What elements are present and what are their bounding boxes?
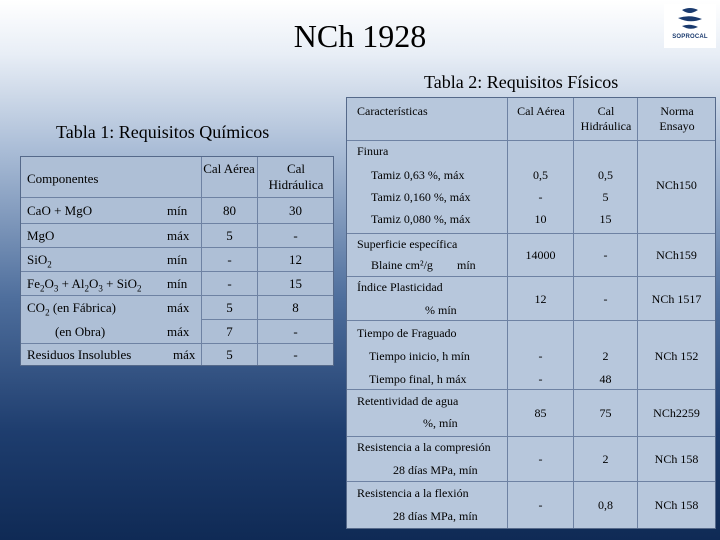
flexion-norma: NCh 158 [654,498,699,512]
hidraulica-cao-mgo: 30 [289,203,302,218]
fraguado-final-aerea: - [538,372,543,386]
limit-mgo: máx [167,228,190,243]
hidraulica-co2-obra: - [293,324,298,339]
fraguado-inicio-norma: NCh 152 [654,349,699,363]
compresion-limit: 28 días MPa, mín [393,463,478,477]
superficie-hidraulica: - [603,248,608,262]
limit-sio2: mín [167,252,188,267]
component-residuos-insolubles: Residuos Insolubles [27,347,132,362]
finura-tamiz-0160-label: Tamiz 0,160 %, máx [371,190,471,204]
header-caracteristicas: Características [357,104,428,118]
finura-tamiz-0080-hidraulica: 15 [599,212,612,226]
plasticidad-aerea: 12 [534,292,547,306]
superficie-norma: NCh159 [656,248,697,262]
fraguado-inicio-label: Tiempo inicio, h mín [369,349,470,363]
table2-title: Tabla 2: Requisitos Físicos [424,72,619,92]
finura-norma: NCh150 [656,178,697,192]
finura-tamiz-0160-aerea: - [538,190,543,204]
finura-tamiz-0160-hidraulica: 5 [602,190,609,204]
aerea-mgo: 5 [226,228,233,243]
header-norma-ensayo: Norma Ensayo [659,104,695,133]
aerea-fe2o3: - [227,276,232,291]
limit-residuos: máx [173,347,196,362]
aerea-residuos: 5 [226,347,233,362]
limit-cao-mgo: mín [167,203,188,218]
compresion-hidraulica: 2 [602,452,609,466]
logo-text: SOPROCAL [672,34,708,40]
component-sio2: SiO$_2$ [27,252,52,270]
plasticidad-hidraulica: - [603,292,608,306]
limit-fe2o3: mín [167,276,188,291]
limit-co2-fabrica: máx [167,300,190,315]
logo-mark-icon [673,6,707,34]
header-cal-hidraulica: Cal Hidráulica [580,104,632,133]
compresion-label: Resistencia a la compresión [357,440,491,454]
flexion-aerea: - [538,498,543,512]
retentividad-label: Retentividad de agua [357,394,459,408]
header-cal-hidraulica: Cal Hidráulica [268,161,324,192]
hidraulica-residuos: - [293,347,298,362]
plasticidad-norma: NCh 1517 [651,292,702,306]
finura-tamiz-0080-aerea: 10 [534,212,547,226]
hidraulica-co2-fabrica: 8 [292,300,299,315]
compresion-aerea: - [538,452,543,466]
finura-tamiz-063-hidraulica: 0,5 [598,168,613,182]
superficie-blaine-label: Blaine cm²/g [371,258,433,272]
fraguado-inicio-hidraulica: 2 [602,349,609,363]
retentividad-hidraulica: 75 [599,406,612,420]
component-co2-fabrica: $CO_2$ (en Fábrica) [27,300,116,318]
aerea-cao-mgo: 80 [223,203,236,218]
fraguado-inicio-aerea: - [538,349,543,363]
component-co2-obra: (en Obra) [55,324,106,339]
component-mgo: MgO [27,228,55,243]
flexion-limit: 28 días MPa, mín [393,509,478,523]
hidraulica-mgo: - [293,228,298,243]
aerea-co2-fabrica: 5 [226,300,233,315]
fraguado-final-label: Tiempo final, h máx [369,372,467,386]
finura-tamiz-063-label: Tamiz 0,63 %, máx [371,168,465,182]
aerea-sio2: - [227,252,232,267]
fraguado-final-hidraulica: 48 [599,372,612,386]
flexion-label: Resistencia a la flexión [357,486,469,500]
superficie-aerea: 14000 [525,248,556,262]
finura-tamiz-0080-label: Tamiz 0,080 %, máx [371,212,471,226]
plasticidad-limit: % mín [425,303,457,317]
compresion-norma: NCh 158 [654,452,699,466]
superficie-label: Superficie específica [357,237,458,251]
retentividad-limit: %, mín [423,416,458,430]
superficie-limit: mín [457,258,476,272]
header-cal-aerea: Cal Aérea [517,104,565,118]
finura-label: Finura [357,144,389,158]
table2-physical-requirements [346,97,716,529]
header-cal-aerea: Cal Aérea [203,161,255,176]
plasticidad-label: Índice Plasticidad [357,280,443,294]
table1-title: Tabla 1: Requisitos Químicos [56,122,270,142]
hidraulica-sio2: 12 [289,252,302,267]
retentividad-norma: NCh2259 [653,406,700,420]
retentividad-aerea: 85 [534,406,547,420]
fraguado-label: Tiempo de Fraguado [357,326,457,340]
aerea-co2-obra: 7 [226,324,233,339]
limit-co2-obra: máx [167,324,190,339]
page-title: NCh 1928 [293,18,427,54]
finura-tamiz-063-aerea: 0,5 [533,168,548,182]
component-cao-mgo: CaO + MgO [27,203,93,218]
flexion-hidraulica: 0,8 [598,498,613,512]
hidraulica-fe2o3: 15 [289,276,302,291]
soprocal-logo [664,4,716,48]
header-componentes: Componentes [27,171,99,186]
component-fe2o3-al2o3-sio2: $Fe_2O_3 + Al_2O_3 + SiO_2$ [27,276,142,294]
table1-chemical-requirements [20,156,334,366]
